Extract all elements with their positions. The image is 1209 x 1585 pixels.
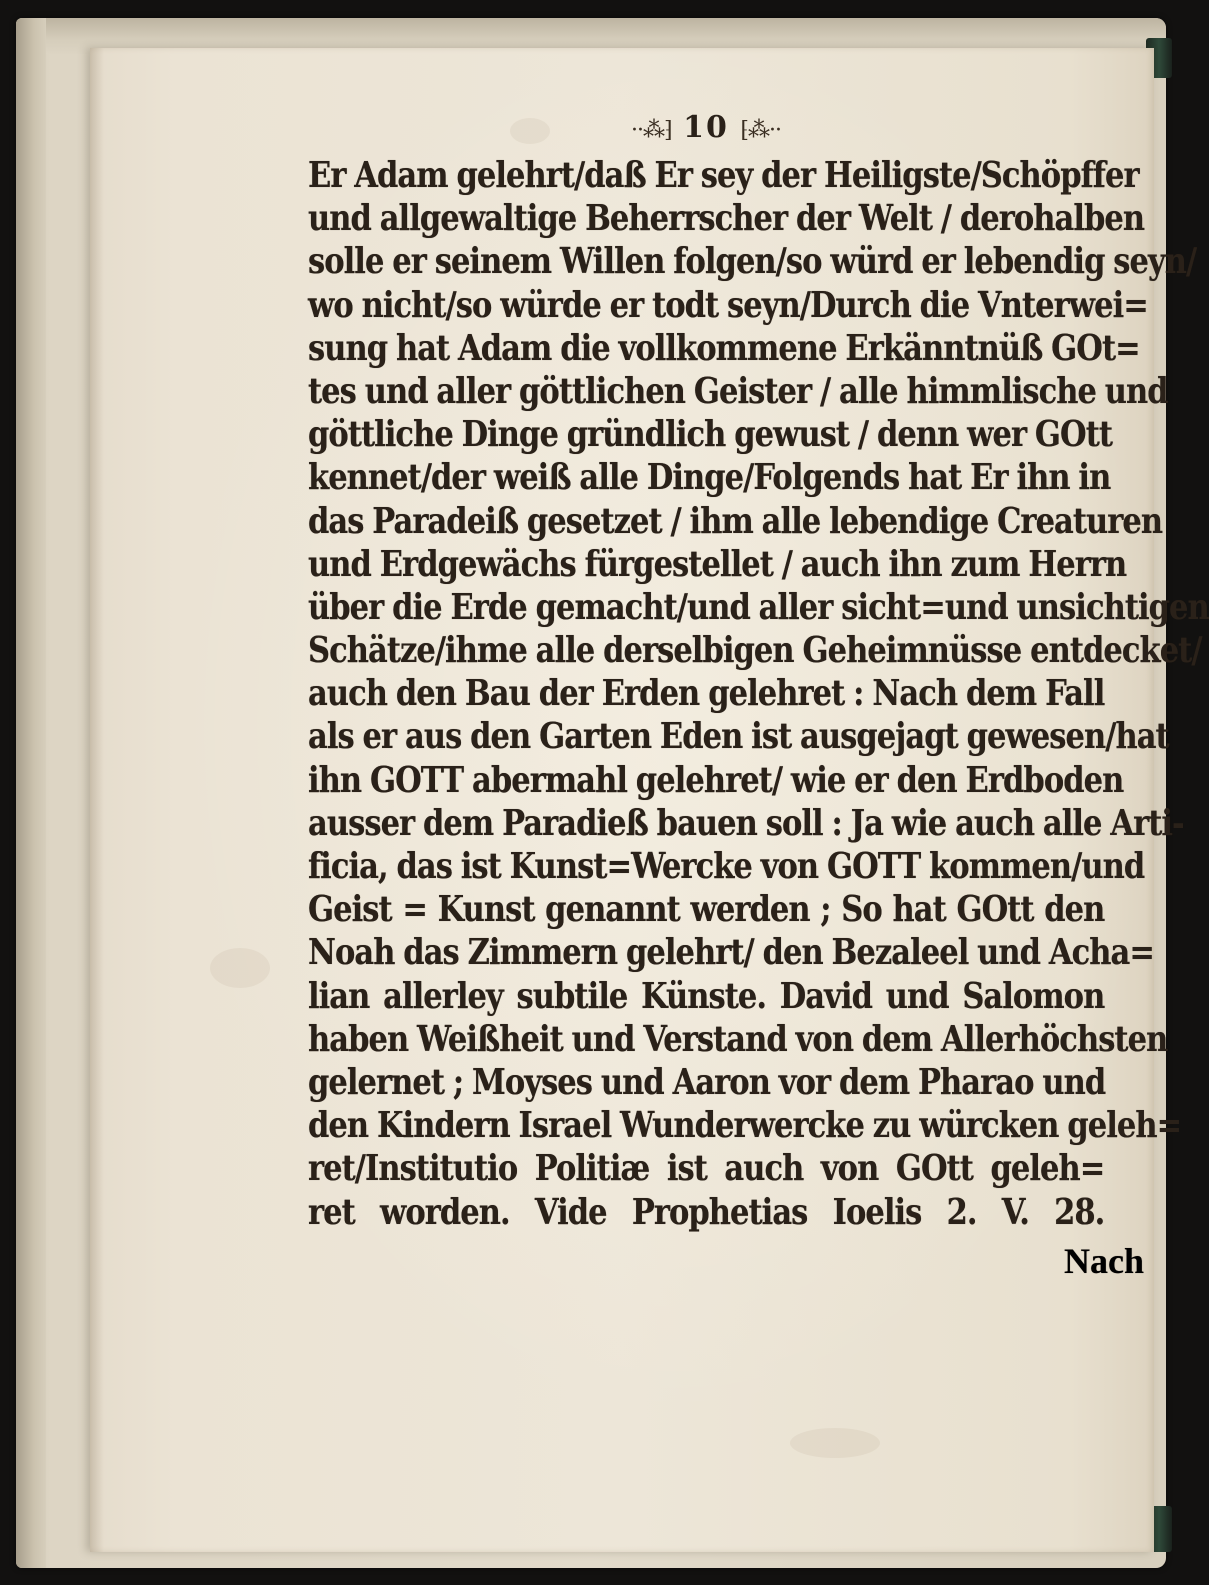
text-line: Er Adam gelehrt/daß Er sey der Heiligste/Schöpffer [308, 155, 1139, 196]
paper-stain [210, 948, 270, 988]
text-line: haben Weißheit und Verstand von dem Allerhöchsten [308, 1018, 1168, 1060]
text-line: ret/Institutio Politiæ ist auch von GOtt geleh= [308, 1148, 1105, 1190]
page-gutter-shadow [90, 48, 104, 1552]
text-line: lian allerley subtile Künste. David und Salomon [308, 975, 1105, 1017]
paper-leaf [90, 48, 1209, 1552]
text-line: Noah das Zimmern gelehrt/ den Bezaleel und Acha= [308, 932, 1155, 974]
text-line: ret worden. Vide Prophetias Ioelis 2. V. 28. [308, 1191, 1105, 1233]
text-line: solle er seinem Willen folgen/so würd er lebendig seyn/ [308, 241, 1197, 283]
text-line: ficia, das ist Kunst=Wercke von GOTT kommen/und [308, 846, 1145, 887]
text-line: wo nicht/so würde er todt seyn/Durch die Vnterwei= [308, 284, 1148, 326]
text-line: tes und aller göttlichen Geister / alle himmlische und [308, 370, 1168, 412]
binding-spine [16, 18, 46, 1568]
text-line: ihn GOTT abermahl gelehret/ wie er den Erdboden [308, 759, 1124, 801]
text-line: ausser dem Paradieß bauen soll : Ja wie auch alle Arti- [308, 802, 1184, 844]
text-line: Schätze/ihme alle derselbigen Geheimnüsse entdecket/ [308, 630, 1202, 672]
header-ornament-left: ··⁂⁆ [631, 118, 672, 143]
page-number: 10 [683, 110, 729, 145]
text-line: Geist = Kunst genannt werden ; So hat GOtt den [308, 889, 1105, 931]
text-line: gelernet ; Moyses und Aaron vor dem Pharao und [308, 1061, 1106, 1103]
text-line: und Erdgewächs fürgestellet / auch ihn zum Herrn [308, 543, 1127, 585]
catchword: Nach [1064, 1241, 1144, 1281]
paper-stain [790, 1428, 880, 1458]
body-text [308, 154, 1209, 1234]
text-line: auch den Bau der Erden gelehret : Nach dem Fall [308, 673, 1105, 715]
text-line: den Kindern Israel Wunderwercke zu würcken geleh= [308, 1105, 1182, 1147]
text-line: über die Erde gemacht/und aller sicht=und unsichtigen [308, 586, 1209, 628]
text-block [308, 108, 1209, 1234]
text-line: göttliche Dinge gründlich gewust / denn wer GOtt [308, 414, 1113, 456]
text-line: kennet/der weiß alle Dinge/Folgends hat Er ihn in [308, 457, 1111, 499]
header-ornament-right: ⁅⁂·· [740, 118, 781, 143]
text-line: und allgewaltige Beherrscher der Welt / derohalben [308, 198, 1145, 240]
text-line: das Paradeiß gesetzet / ihm alle lebendige Creaturen [308, 500, 1163, 542]
text-line: als er aus den Garten Eden ist ausgejagt gewesen/hat [308, 716, 1169, 758]
running-header [308, 108, 1104, 148]
text-line: sung hat Adam die vollkommene Erkänntnüß GOt= [308, 327, 1140, 369]
